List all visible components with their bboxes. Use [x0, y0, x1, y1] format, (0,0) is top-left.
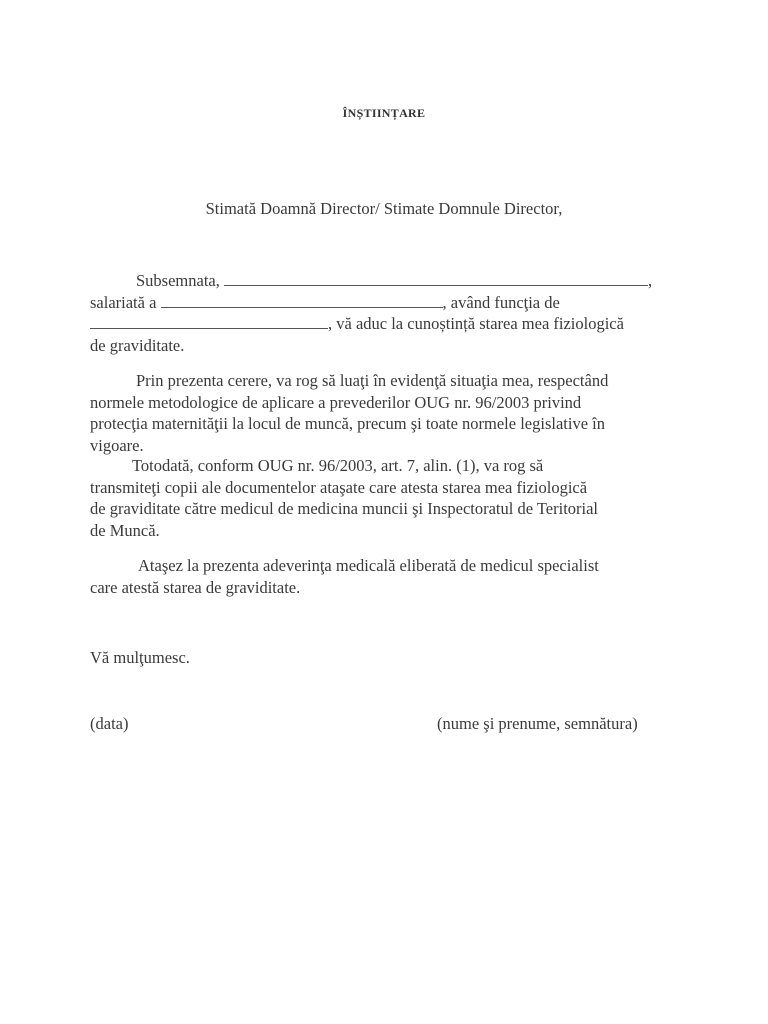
- paragraph-declaration: Subsemnata, , salariată a , având funcţia de , vă aduc la cunoștință starea mea fiziologică de graviditate.: [90, 270, 680, 356]
- closing-thanks: Vă mulţumesc.: [90, 648, 190, 667]
- document-title: ÎNȘTIINȚARE: [342, 106, 426, 120]
- paragraph-line: care atestă starea de graviditate.: [90, 577, 301, 597]
- name-blank[interactable]: [224, 271, 648, 286]
- paragraph-line: vigoare.: [90, 435, 144, 455]
- date-label: (data): [90, 714, 129, 733]
- paragraph-transmit: [90, 455, 680, 541]
- paragraph-line: de Muncă.: [90, 520, 160, 540]
- paragraph-request: [90, 370, 680, 456]
- subsemnata-label: Subsemnata,: [136, 271, 220, 290]
- paragraph-line: Totodată, conform OUG nr. 96/2003, art. 7, alin. (1), va rog să: [132, 456, 544, 475]
- paragraph-line: Ataşez la prezenta adeverinţa medicală eliberată de medicul specialist: [138, 556, 599, 575]
- paragraph-line: protecţia maternităţii la locul de muncă, precum şi toate normele legislative în: [90, 414, 605, 433]
- employer-blank[interactable]: [161, 293, 443, 308]
- paragraph-line: normele metodologice de aplicare a prevederilor OUG nr. 96/2003 privind: [90, 392, 582, 412]
- employer-label: salariată a: [90, 292, 157, 312]
- paragraph-line: Prin prezenta cerere, va rog să luaţi în evidenţă situaţia mea, respectând: [136, 371, 609, 390]
- signature-label: (nume şi prenume, semnătura): [437, 714, 638, 733]
- paragraph-attachment: [90, 555, 680, 598]
- salutation: Stimată Doamnă Director/ Stimate Domnule Director,: [205, 199, 563, 218]
- position-tail: , vă aduc la cunoștință starea mea fiziologică: [328, 314, 624, 333]
- paragraph-line: transmiteţi copii ale documentelor ataşate care atesta starea mea fiziologică: [90, 477, 588, 497]
- paragraph-line: de graviditate către medicul de medicina muncii şi Inspectoratul de Teritorial: [90, 499, 599, 518]
- position-blank[interactable]: [90, 314, 328, 329]
- paragraph-line: de graviditate.: [90, 335, 185, 355]
